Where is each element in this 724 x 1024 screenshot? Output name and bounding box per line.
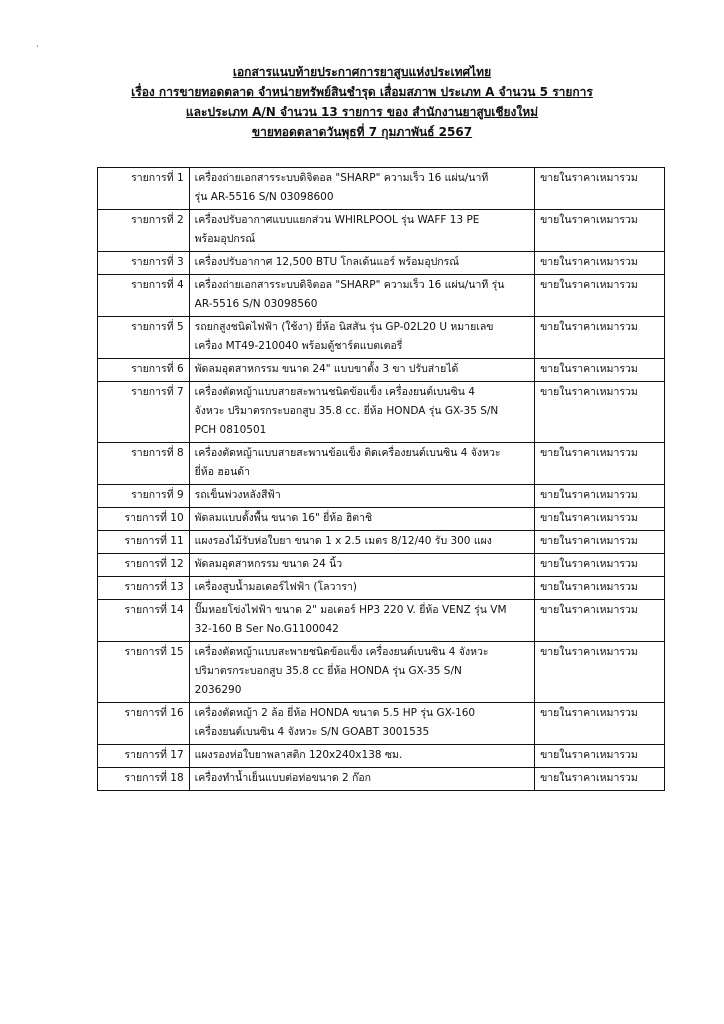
header-date: ขายทอดตลาดวันพุธที่ 7 กุมภาพันธ์ 2567 [251, 125, 473, 139]
item-description [189, 600, 534, 642]
item-description-line: รถยกสูงชนิดไฟฟ้า (ใช้งา) ยี่ห้อ นิสสัน รุ่น GP-02L20 U หมายเลข [194, 321, 494, 333]
item-number: รายการที่ 18 [98, 768, 190, 791]
item-description [189, 554, 534, 577]
item-sale-terms: ขายในราคาเหมารวม [535, 317, 665, 359]
item-sale-terms: ขายในราคาเหมารวม [535, 642, 665, 703]
item-description-line: เครื่องปรับอากาศแบบแยกส่วน WHIRLPOOL รุ่น WAFF 13 PE [194, 214, 480, 226]
table-row [98, 745, 665, 768]
item-description-line: เครื่องสูบน้ำมอเตอร์ไฟฟ้า (โลวารา) [194, 581, 358, 593]
item-sale-terms: ขายในราคาเหมารวม [535, 531, 665, 554]
table-row [98, 642, 665, 703]
table-row [98, 554, 665, 577]
item-description-line: เครื่องถ่ายเอกสารระบบดิจิตอล "SHARP" ความเร็ว 16 แผ่น/นาที [194, 172, 489, 184]
item-number: รายการที่ 17 [98, 745, 190, 768]
item-description-line: 32-160 B Ser No.G1100042 [194, 623, 339, 635]
table-row [98, 382, 665, 443]
item-number: รายการที่ 3 [98, 252, 190, 275]
item-sale-terms: ขายในราคาเหมารวม [535, 768, 665, 791]
item-description-line: เครื่องตัดหญ้าแบบสายสะพานชนิดข้อแข็ง เครื่องยนต์เบนซิน 4 [194, 386, 475, 398]
table-row [98, 275, 665, 317]
table-row [98, 359, 665, 382]
item-number: รายการที่ 9 [98, 485, 190, 508]
item-description [189, 168, 534, 210]
table-row [98, 485, 665, 508]
item-sale-terms: ขายในราคาเหมารวม [535, 577, 665, 600]
item-number: รายการที่ 1 [98, 168, 190, 210]
table-row [98, 600, 665, 642]
item-number: รายการที่ 2 [98, 210, 190, 252]
header-subject-cont: และประเภท A/N จำนวน 13 รายการ ของ สำนักงานยาสูบเชียงใหม่ [185, 105, 539, 119]
item-number: รายการที่ 8 [98, 443, 190, 485]
item-description-line: รุ่น AR-5516 S/N 03098600 [194, 191, 334, 203]
item-sale-terms: ขายในราคาเหมารวม [535, 252, 665, 275]
item-description [189, 252, 534, 275]
item-description [189, 359, 534, 382]
table-row [98, 508, 665, 531]
item-description-line: ปริมาตรกระบอกสูบ 35.8 cc ยี่ห้อ HONDA รุ่น GX-35 S/N [194, 665, 462, 677]
item-description-line: รถเข็นพ่วงหลังสีฟ้า [194, 489, 281, 501]
item-sale-terms: ขายในราคาเหมารวม [535, 745, 665, 768]
table-row [98, 531, 665, 554]
items-table [97, 167, 665, 791]
item-number: รายการที่ 10 [98, 508, 190, 531]
header-subject: เรื่อง การขายทอดตลาด จำหน่ายทรัพย์สินชำรุด เสื่อมสภาพ ประเภท A จำนวน 5 รายการ [131, 85, 593, 99]
item-description-line: จังหวะ ปริมาตรกระบอกสูบ 35.8 cc. ยี่ห้อ HONDA รุ่น GX-35 S/N [194, 405, 499, 417]
item-description-line: เครื่องถ่ายเอกสารระบบดิจิตอล "SHARP" ความเร็ว 16 แผ่น/นาที รุ่น [194, 279, 505, 291]
item-description [189, 531, 534, 554]
item-description [189, 210, 534, 252]
table-row [98, 252, 665, 275]
item-sale-terms: ขายในราคาเหมารวม [535, 485, 665, 508]
items-table-body [98, 168, 665, 791]
item-description-line: เครื่องปรับอากาศ 12,500 BTU โกลเด้นแอร์ พร้อมอุปกรณ์ [194, 256, 460, 268]
item-number: รายการที่ 14 [98, 600, 190, 642]
page-mark: · [36, 42, 39, 52]
item-description [189, 768, 534, 791]
item-description [189, 508, 534, 531]
item-sale-terms: ขายในราคาเหมารวม [535, 210, 665, 252]
item-description-line: เครื่อง MT49-210040 พร้อมตู้ชาร์ตแบตเตอรี่ [194, 340, 403, 352]
item-description-line: PCH 0810501 [194, 424, 267, 436]
item-description [189, 443, 534, 485]
table-row [98, 577, 665, 600]
item-description [189, 275, 534, 317]
item-number: รายการที่ 12 [98, 554, 190, 577]
item-description-line: ปั๊มหอยโข่งไฟฟ้า ขนาด 2" มอเตอร์ HP3 220 V. ยี่ห้อ VENZ รุ่น VM [194, 604, 507, 616]
item-description-line: เครื่องยนต์เบนซิน 4 จังหวะ S/N GOABT 3001535 [194, 726, 430, 738]
item-description [189, 577, 534, 600]
item-description-line: AR-5516 S/N 03098560 [194, 298, 318, 310]
item-number: รายการที่ 4 [98, 275, 190, 317]
item-sale-terms: ขายในราคาเหมารวม [535, 600, 665, 642]
item-description-line: แผงรองห่อใบยาพลาสติก 120x240x138 ซม. [194, 749, 403, 761]
item-number: รายการที่ 15 [98, 642, 190, 703]
item-number: รายการที่ 5 [98, 317, 190, 359]
item-description [189, 745, 534, 768]
item-sale-terms: ขายในราคาเหมารวม [535, 508, 665, 531]
item-description-line: แผงรองไม้รับห่อใบยา ขนาด 1 x 2.5 เมตร 8/12/40 รับ 300 แผง [194, 535, 492, 547]
table-row [98, 703, 665, 745]
item-sale-terms: ขายในราคาเหมารวม [535, 359, 665, 382]
table-row [98, 443, 665, 485]
item-sale-terms: ขายในราคาเหมารวม [535, 443, 665, 485]
document-header [0, 62, 724, 142]
item-description-line: 2036290 [194, 684, 242, 696]
item-number: รายการที่ 7 [98, 382, 190, 443]
table-row [98, 768, 665, 791]
item-description-line: เครื่องตัดหญ้าแบบสายสะพานข้อแข็ง ติดเครื่องยนต์เบนซิน 4 จังหวะ [194, 447, 501, 459]
item-description-line: พัดลมแบบตั้งพื้น ขนาด 16" ยี่ห้อ ฮิตาชิ [194, 512, 373, 524]
item-sale-terms: ขายในราคาเหมารวม [535, 554, 665, 577]
item-sale-terms: ขายในราคาเหมารวม [535, 275, 665, 317]
item-description-line: พัดลมอุตสาหกรรม ขนาด 24 นิ้ว [194, 558, 343, 570]
item-number: รายการที่ 6 [98, 359, 190, 382]
item-description-line: เครื่องตัดหญ้า 2 ล้อ ยี่ห้อ HONDA ขนาด 5.5 HP รุ่น GX-160 [194, 707, 476, 719]
item-description [189, 642, 534, 703]
table-row [98, 317, 665, 359]
header-title: เอกสารแนบท้ายประกาศการยาสูบแห่งประเทศไทย [232, 65, 492, 79]
item-description-line: เครื่องทำน้ำเย็นแบบต่อท่อขนาด 2 ก๊อก [194, 772, 372, 784]
table-row [98, 168, 665, 210]
item-description-line: ยี่ห้อ ฮอนด้า [194, 466, 250, 478]
item-sale-terms: ขายในราคาเหมารวม [535, 168, 665, 210]
item-description-line: พร้อมอุปกรณ์ [194, 233, 256, 245]
item-number: รายการที่ 16 [98, 703, 190, 745]
item-description-line: พัดลมอุตสาหกรรม ขนาด 24" แบบขาตั้ง 3 ขา ปรับส่ายได้ [194, 363, 459, 375]
item-sale-terms: ขายในราคาเหมารวม [535, 382, 665, 443]
item-description [189, 382, 534, 443]
item-number: รายการที่ 13 [98, 577, 190, 600]
item-description [189, 317, 534, 359]
item-description [189, 485, 534, 508]
item-description-line: เครื่องตัดหญ้าแบบสะพายชนิดข้อแข็ง เครื่องยนต์เบนซิน 4 จังหวะ [194, 646, 489, 658]
item-description [189, 703, 534, 745]
item-sale-terms: ขายในราคาเหมารวม [535, 703, 665, 745]
table-row [98, 210, 665, 252]
item-number: รายการที่ 11 [98, 531, 190, 554]
